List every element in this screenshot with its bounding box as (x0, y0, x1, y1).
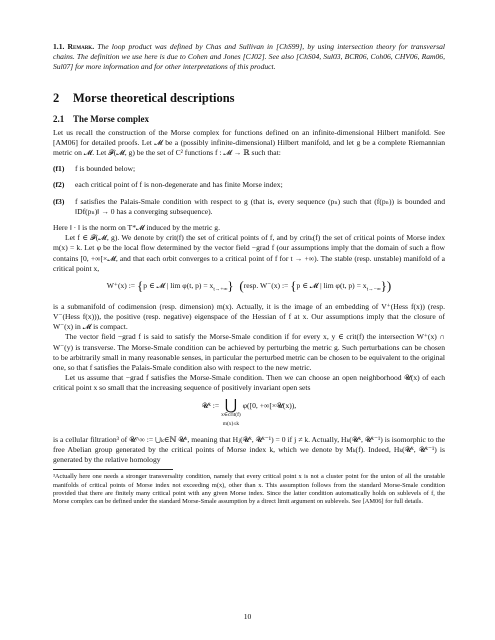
condition-text: f satisfies the Palais-Smale condition with respect to g (that is, every sequence (pₙ) such that (f(pₙ)) is bounded and ‖Df(pₙ)‖ → 0 has a converging subsequence). (75, 196, 445, 216)
page-number: 10 (243, 612, 252, 621)
subsection-number: 2.1 (53, 113, 65, 124)
eq2-sub2: m(x)≤k (222, 420, 240, 427)
eq-resp: resp. W⁻(x) := (243, 281, 289, 291)
footnote: ³Actually here one needs a stronger transversality condition, namely that every critical point x is not a cluster point for the union of all the unstable manifolds of critical points of Morse index not exceeding m(x), other than x. This assumption follows from the standard Morse-Smale condition provided that there are finitely many critical point with any given Morse index. Since the latter condition automatically holds on sublevels of f, the Morse complex can be defined under the standard Morse-Smale assumption by a direct limit argument on sublevels. See [AM06] for full details. (53, 473, 445, 506)
condition-label: (f1) (53, 164, 65, 174)
critical-points-paragraph: Let f ∈ 𝓕(𝓜, g). We denote by crit(f) the set of critical points of f, and by critₖ(f) the set of critical points of Morse index m(x) = k. Let φ be the local flow determined by the vector field −grad f (our assumptions imply that the domain of such a flow contains [0, +∞[×𝓜, and that each orbit converges to a critical point of f for t → +∞). The stable (resp. unstable) manifold of a critical point x, (53, 233, 445, 273)
submanifold-paragraph: is a submanifold of codimension (resp. dimension) m(x). Actually, it is the image of an embedding of V⁺(Hess f(x)) (resp. V⁻(Hess f(x))), the positive (resp. negative) eigenspace of the Hessian of f at x. Our assumptions imply that the closure of W⁻(x) in 𝓜 is compact. (53, 301, 445, 332)
condition-f1 (53, 164, 445, 174)
eq-set: p ∈ 𝓜 | lim φ(t, p) = x (143, 281, 214, 291)
norm-sentence: Here ‖ · ‖ is the norm on T*𝓜 induced by the metric g. (53, 223, 220, 233)
condition-text: f is bounded below; (75, 164, 136, 174)
eq-lhs: W⁺(x) := (106, 281, 136, 291)
eq2-sub1: x∈crit(f) (221, 411, 241, 418)
eq-limit-sub2: t→−∞ (366, 286, 381, 293)
condition-label: (f2) (53, 180, 65, 190)
eq-limit-sub: t→+∞ (213, 286, 228, 293)
subsection-heading (53, 114, 445, 124)
section-title: Morse theoretical descriptions (73, 90, 235, 105)
remark-text: The loop product was defined by Chas and Sullivan in [ChS99], by using intersection theory for transversal chains. The definition we use here is due to Cohen and Jones [CJ02]. See also [ChS04, Sul03, BCR06, Coh06, CHV06, Ram06, Sul07] for more information and for other interpretations of this product. (53, 42, 445, 72)
filtration-paragraph: is a cellular filtration³ of 𝓤^∞ := ⋃ₖ∈ℕ 𝓤ᵏ, meaning that Hⱼ(𝓤ᵏ, 𝓤ᵏ⁻¹) = 0 if j ≠ k. Actually, Hₖ(𝓤ᵏ, 𝓤ᵏ⁻¹) is isomorphic to the free Abelian group generated by the critical points of Morse index k, which we denote by Mₖ(f). Indeed, Hₖ(𝓤ᵏ, 𝓤ᵏ⁻¹) is generated by the relative homology (53, 434, 445, 464)
condition-text: each critical point of f is non-degenerate and has finite Morse index; (75, 180, 283, 190)
intro-paragraph: Let us recall the construction of the Morse complex for functions defined on an infinite-dimensional Hilbert manifold. See [AM06] for detailed proofs. Let 𝓜 be a (possibly infinite-dimensional) Hilbert manifold, and let g be a complete Riemannian metric on 𝓜. Let 𝓕(𝓜, g) be the set of C² functions f : 𝓜 → ℝ such that: (53, 127, 445, 158)
morse-smale-paragraph: The vector field −grad f is said to satisfy the Morse-Smale condition if for every x, y ∈ crit(f) the intersection W⁺(x) ∩ W⁻(y) is transverse. The Morse-Smale condition can be achieved by perturbing the metric g. Such perturbations can be chosen to be arbitrarily small in many reasonable senses, in particular the perturbed metric can be chosen to be equivalent to the original one, so that f satisfies the Palais-Smale condition also with respect to the new metric. (53, 332, 445, 372)
subsection-title: The Morse complex (73, 113, 149, 124)
condition-f3 (53, 197, 445, 217)
neighborhood-paragraph: Let us assume that −grad f satisfies the Morse-Smale condition. Then we can choose an open neighborhood 𝓤(x) of each critical point x so small that the increasing sequence of positively invariant open sets (53, 373, 445, 393)
paper-page (53, 42, 445, 507)
footnote-rule (53, 469, 173, 470)
remark-heading: 1.1. Remark. (53, 42, 95, 51)
condition-label: (f3) (53, 196, 65, 206)
stable-manifold-equation: W⁺(x) := {p ∈ 𝓜 | lim φ(t, $p) = x_{t\to+\infty}$} (resp. W⁻(x) := {p ∈ 𝓜 | lim φ(t, $p) = x_{t\to-\infty}$}) (106, 278, 392, 294)
eq-set2: p ∈ 𝓜 | lim φ(t, p) = x (296, 281, 367, 291)
eq2-lhs: 𝓤ᵏ := (201, 400, 220, 410)
eq2-rhs: φ([0, +∞[×𝓤(x)), (242, 400, 297, 410)
condition-f2 (53, 180, 445, 190)
section-number: 2 (53, 90, 60, 105)
section-heading (53, 91, 445, 106)
filtration-equation: 𝓤ᵏ := ⋃ x∈crit(f) m(x)≤k φ([0, +∞[×𝓤(x)), (201, 397, 297, 427)
remark-paragraph (53, 42, 445, 73)
